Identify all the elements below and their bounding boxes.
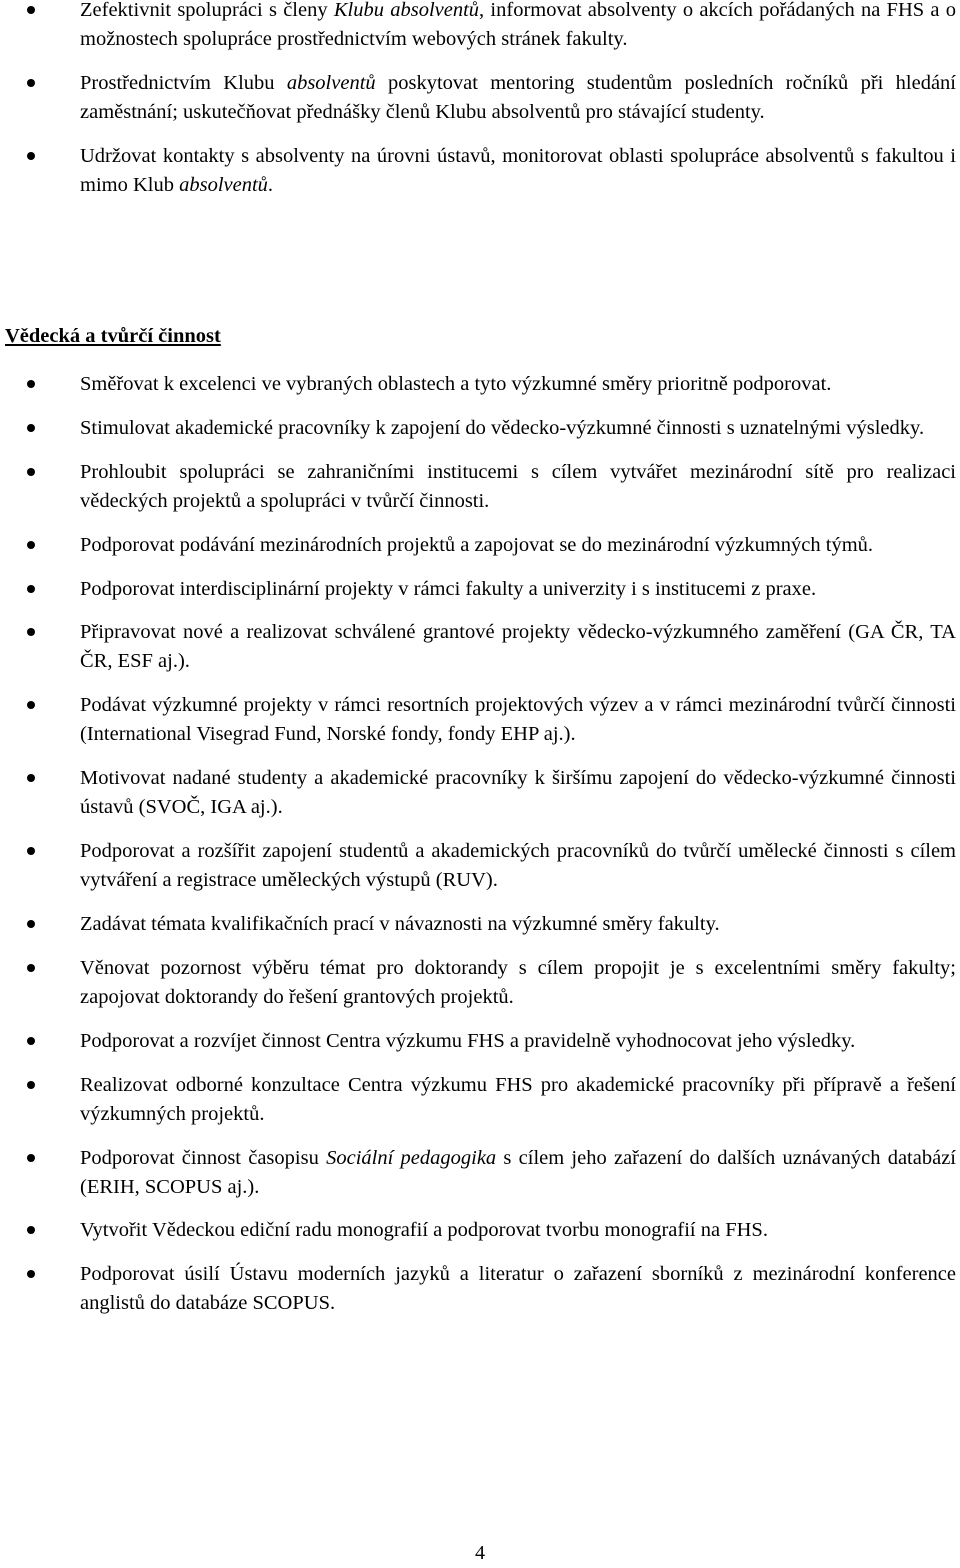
list-item-text [80, 575, 956, 604]
bullet-dot-icon [27, 152, 35, 160]
bullet-dot-icon [27, 468, 35, 476]
bullet-dot-icon [27, 541, 35, 549]
list-item-text [80, 954, 956, 1012]
list-item [0, 142, 960, 200]
bullet-dot-icon [27, 628, 35, 636]
list-item [0, 575, 960, 604]
list-item-text [80, 1260, 956, 1318]
list-item [0, 69, 960, 127]
list-item [0, 0, 960, 54]
text-run: Realizovat odborné konzultace Centra výzkumu FHS pro akademické pracovníky při přípravě a řešení výzkumných projektů. [80, 1073, 956, 1125]
bullet-dot-icon [27, 1270, 35, 1278]
bullet-dot-icon [27, 79, 35, 87]
text-run: Podporovat a rozšířit zapojení studentů a akademických pracovníků do tvůrčí umělecké činnosti s cílem vytváření a registrace uměleckých výstupů (RUV). [80, 840, 956, 892]
bullet-dot-icon [27, 585, 35, 593]
text-run: Připravovat nové a realizovat schválené grantové projekty vědecko-výzkumného zaměření (GA ČR, TA ČR, ESF aj.). [80, 621, 956, 673]
list-item-text [80, 618, 956, 676]
list-item-text [80, 910, 956, 939]
list-item-text [80, 764, 956, 822]
text-run: s cílem jeho zařazení do dalších uznávaných databází (ERIH, SCOPUS aj.). [80, 1146, 956, 1198]
bullet-dot-icon [27, 6, 35, 14]
list-item [0, 1260, 960, 1318]
text-run: , informovat absolventy o akcích pořádaných na FHS a o možnostech spolupráce prostřednictvím webových stránek fakulty. [80, 0, 957, 50]
list-item [0, 910, 960, 939]
italic-text: Klubu absolventů [333, 0, 480, 21]
text-run: Zadávat témata kvalifikačních prací v návaznosti na výzkumné směry fakulty. [80, 913, 720, 936]
bullet-dot-icon [27, 1081, 35, 1089]
list-item [0, 691, 960, 749]
bullet-list-alumni [0, 0, 960, 215]
bullet-dot-icon [27, 847, 35, 855]
list-item [0, 414, 960, 443]
list-item-text [80, 837, 956, 895]
list-item [0, 1027, 960, 1056]
list-item-text [80, 414, 956, 443]
list-item-text [80, 1144, 956, 1202]
list-item [0, 618, 960, 676]
text-run: Vytvořit Vědeckou ediční radu monografií a podporovat tvorbu monografií na FHS. [80, 1219, 768, 1242]
list-item-text [80, 531, 956, 560]
text-run: Podávat výzkumné projekty v rámci resortních projektových výzev a v rámci mezinárodní tvůrčí činnosti (International Visegrad Fund, Norské fondy, fondy EHP aj.). [80, 694, 956, 746]
list-item-text [80, 1027, 956, 1056]
list-item [0, 954, 960, 1012]
list-item-text [80, 1216, 956, 1245]
text-run: Směřovat k excelenci ve vybraných oblastech a tyto výzkumné směry prioritně podporovat. [80, 373, 832, 395]
text-run: Věnovat pozornost výběru témat pro doktorandy s cílem propojit je s excelentními směry fakulty; zapojovat doktorandy do řešení grantových projektů. [80, 956, 956, 1008]
italic-text: Sociální pedagogika [326, 1146, 497, 1169]
italic-text: absolventů [179, 174, 268, 196]
text-run: Zefektivnit spolupráci s členy [80, 0, 334, 21]
list-item-text [80, 0, 956, 54]
text-run: poskytovat mentoring studentům posledních ročníků při hledání zaměstnání; uskutečňovat přednášky členů Klubu absolventů pro stávající studenty. [80, 72, 956, 123]
bullet-list-research [0, 370, 960, 1333]
text-run: Podporovat interdisciplinární projekty v rámci fakulty a univerzity i s institucemi z praxe. [80, 577, 817, 600]
bullet-dot-icon [27, 424, 35, 432]
text-run: Motivovat nadané studenty a akademické pracovníky k širšímu zapojení do vědecko-výzkumné činnosti ústavů (SVOČ, IGA aj.). [80, 767, 956, 819]
list-item-text [80, 370, 956, 399]
list-item-text [80, 458, 956, 516]
section-heading: Vědecká a tvůrčí činnost [5, 325, 221, 347]
list-item [0, 1071, 960, 1129]
text-run: Stimulovat akademické pracovníky k zapojení do vědecko-výzkumné činnosti s uznatelnými výsledky. [80, 416, 925, 439]
list-item-text [80, 1071, 956, 1129]
text-run: Podporovat podávání mezinárodních projektů a zapojovat se do mezinárodní výzkumných týmů. [80, 533, 874, 556]
bullet-dot-icon [27, 1226, 35, 1234]
list-item [0, 458, 960, 516]
list-item [0, 837, 960, 895]
bullet-dot-icon [27, 1154, 35, 1162]
text-run: Podporovat úsilí Ústavu moderních jazyků a literatur o zařazení sborníků z mezinárodní konference anglistů do databáze SCOPUS. [80, 1263, 956, 1315]
text-run: Prohloubit spolupráci se zahraničními institucemi s cílem vytvářet mezinárodní sítě pro realizaci vědeckých projektů a spolupráci v tvůrčí činnosti. [80, 460, 956, 512]
text-run: Podporovat činnost časopisu [80, 1146, 327, 1169]
list-item-text [80, 142, 956, 200]
bullet-dot-icon [27, 774, 35, 782]
list-item-text [80, 69, 956, 127]
text-run: Prostřednictvím Klubu [80, 72, 287, 94]
text-run: Podporovat a rozvíjet činnost Centra výzkumu FHS a pravidelně vyhodnocovat jeho výsledky. [80, 1029, 856, 1052]
italic-text: absolventů [286, 72, 376, 94]
bullet-dot-icon [27, 701, 35, 709]
list-item [0, 370, 960, 399]
list-item-text [80, 691, 956, 749]
bullet-dot-icon [27, 920, 35, 928]
list-item [0, 1216, 960, 1245]
text-run: Udržovat kontakty s absolventy na úrovni ústavů, monitorovat oblasti spolupráce absolventů s fakultou i mimo Klub [80, 145, 956, 196]
page-number: 4 [475, 1542, 485, 1564]
bullet-dot-icon [27, 1037, 35, 1045]
list-item [0, 764, 960, 822]
text-run: . [267, 174, 274, 196]
list-item [0, 531, 960, 560]
list-item [0, 1144, 960, 1202]
bullet-dot-icon [27, 964, 35, 972]
bullet-dot-icon [27, 380, 35, 388]
